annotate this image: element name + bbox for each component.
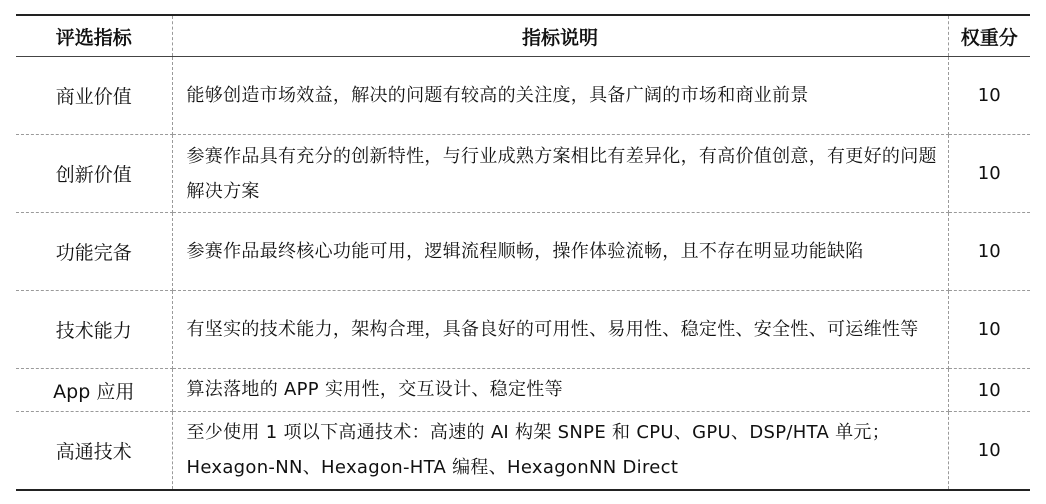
table-row	[16, 57, 1030, 135]
evaluation-criteria-table-container	[16, 14, 1030, 491]
header-description: 指标说明	[172, 15, 948, 57]
criterion-description: 能够创造市场效益，解决的问题有较高的关注度，具备广阔的市场和商业前景	[172, 57, 948, 135]
criterion-name: 高通技术	[16, 412, 172, 490]
criterion-name: 功能完备	[16, 213, 172, 291]
criterion-name: 技术能力	[16, 291, 172, 369]
criterion-description: 算法落地的 APP 实用性，交互设计、稳定性等	[172, 369, 948, 412]
criterion-description: 参赛作品具有充分的创新特性，与行业成熟方案相比有差异化，有高价值创意，有更好的问题解决方案	[172, 135, 948, 213]
criterion-weight: 10	[948, 412, 1030, 490]
table-row	[16, 412, 1030, 490]
criterion-weight: 10	[948, 135, 1030, 213]
header-criterion: 评选指标	[16, 15, 172, 57]
evaluation-criteria-table	[16, 14, 1030, 491]
table-header-row	[16, 15, 1030, 57]
criterion-name: 商业价值	[16, 57, 172, 135]
table-row	[16, 135, 1030, 213]
criterion-weight: 10	[948, 291, 1030, 369]
criterion-weight: 10	[948, 57, 1030, 135]
table-row	[16, 213, 1030, 291]
criterion-description: 有坚实的技术能力，架构合理，具备良好的可用性、易用性、稳定性、安全性、可运维性等	[172, 291, 948, 369]
criterion-name: 创新价值	[16, 135, 172, 213]
criterion-weight: 10	[948, 213, 1030, 291]
criterion-description: 参赛作品最终核心功能可用，逻辑流程顺畅，操作体验流畅，且不存在明显功能缺陷	[172, 213, 948, 291]
criterion-name: App 应用	[16, 369, 172, 412]
table-row	[16, 369, 1030, 412]
criterion-description: 至少使用 1 项以下高通技术：高速的 AI 构架 SNPE 和 CPU、GPU、DSP/HTA 单元；Hexagon-NN、Hexagon-HTA 编程、HexagonNN Direct	[172, 412, 948, 490]
criterion-weight: 10	[948, 369, 1030, 412]
header-weight: 权重分	[948, 15, 1030, 57]
table-row	[16, 291, 1030, 369]
